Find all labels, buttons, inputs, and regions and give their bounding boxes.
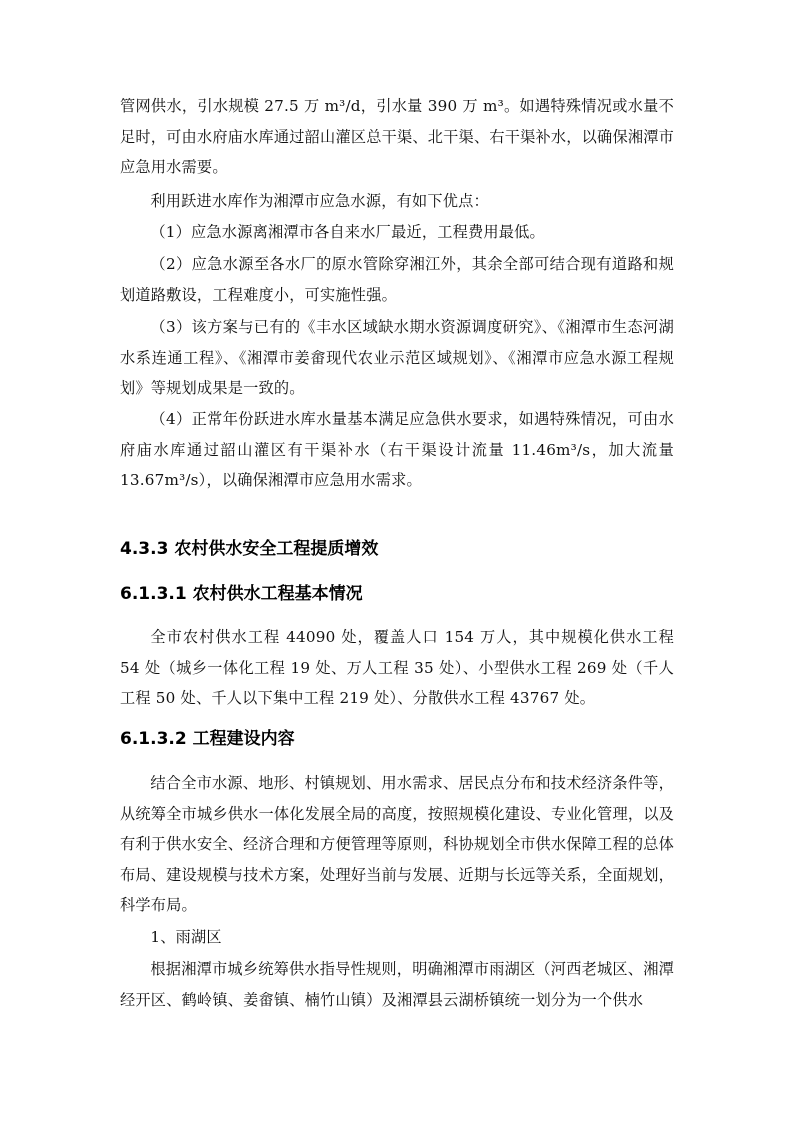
paragraph-supply-scale: 管网供水，引水规模 27.5 万 m³/d，引水量 390 万 m³。如遇特殊情况或水量不足时，可由水府庙水库通过韶山灌区总干渠、北干渠、右干渠补水，以确保湘潭市应急用水需要。 [120,97,674,176]
paragraph-advantage-2: （2）应急水源至各水厂的原水管除穿湘江外，其余全部可结合现有道路和规划道路敷设，工程难度小，可实施性强。 [120,255,674,304]
paragraph-advantage-3: （3）该方案与已有的《丰水区域缺水期水资源调度研究》、《湘潭市生态河湖水系连通工程》、《湘潭市姜畲现代农业示范区域规划》、《湘潭市应急水源工程规划》等规划成果是一致的。 [120,318,674,397]
paragraph-construction-principles: 结合全市水源、地形、村镇规划、用水需求、居民点分布和技术经济条件等，从统筹全市城乡供水一体化发展全局的高度，按照规模化建设、专业化管理，以及有利于供水安全、经济合理和方便管理等原则，科协规划全市供水保障工程的总体布局、建设规模与技术方案，处理好当前与发展、近期与长远等关系，全面规划，科学布局。 [120,774,674,914]
paragraph-yuhu-district: 1、雨湖区 [150,928,222,946]
paragraph-rural-water-stats: 全市农村供水工程 44090 处，覆盖人口 154 万人，其中规模化供水工程 54 处（城乡一体化工程 19 处、万人工程 35 处）、小型供水工程 269 处（千人工程 50 处、千人以下集中工程 219 处）、分散供水工程 43767 处。 [120,628,674,707]
paragraph-yuhu-planning: 根据湘潭市城乡统筹供水指导性规则，明确湘潭市雨湖区（河西老城区、湘潭经开区、鹤岭镇、姜畲镇、楠竹山镇）及湘潭县云湖桥镇统一划分为一个供水 [120,960,674,1009]
paragraph-advantage-1: （1）应急水源离湘潭市各自来水厂最近，工程费用最低。 [150,223,545,241]
paragraph-advantages-intro: 利用跃进水库作为湘潭市应急水源，有如下优点： [150,192,489,210]
section-heading-basic-situation: 6.1.3.1 农村供水工程基本情况 [120,584,363,604]
section-heading-rural-water: 4.3.3 农村供水安全工程提质增效 [120,539,379,559]
paragraph-advantage-4: （4）正常年份跃进水库水量基本满足应急供水要求，如遇特殊情况，可由水府庙水库通过韶山灌区有干渠补水（右干渠设计流量 11.46m³/s，加大流量 13.67m³/s），以确保湘潭市应急用水需求。 [120,410,674,489]
section-heading-construction: 6.1.3.2 工程建设内容 [120,729,295,749]
